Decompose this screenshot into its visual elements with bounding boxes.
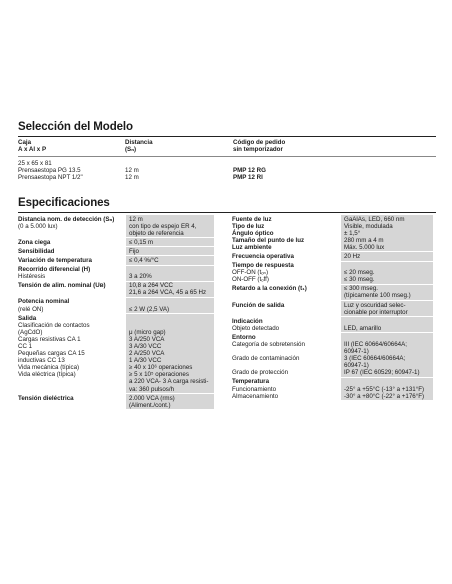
spec-left-column (18, 215, 214, 410)
list-item: 25 x 65 x 81 (18, 160, 52, 167)
spec-value-line: con tipo de espejo ER 4, (129, 222, 197, 230)
spec-label (232, 252, 341, 260)
spec-label-line: Almacenamiento (232, 392, 279, 400)
spec-label (18, 298, 126, 313)
spec-label-line (18, 289, 124, 296)
spec-value (126, 238, 214, 246)
spec-label-line: Objeto detectado (232, 324, 280, 332)
spec-value-line: ≤ 0,15 m (129, 238, 154, 246)
spec-value-line: 20 Hz (344, 252, 361, 260)
spec-label-line: (0 a 5.000 lux) (18, 222, 58, 230)
spec-label-line: Sensibilidad (18, 247, 55, 255)
spec-row (232, 317, 433, 333)
spec-value-line: ≤ 0,4 %/°C (129, 256, 159, 264)
spec-value (126, 298, 214, 313)
list-item: Prensaestopa PG 13.5 (18, 167, 81, 175)
spec-row (232, 301, 433, 317)
spec-value-line: Fijo (129, 247, 139, 255)
spec-value-line: 3 (IEC 60664/60664A; (344, 355, 406, 363)
spec-label-line: (relé ON) (18, 305, 44, 313)
spec-label (18, 314, 126, 393)
spec-label-line (232, 362, 339, 369)
spec-value (126, 314, 214, 393)
spec-value-line: (Aliment./cont.) (129, 401, 171, 409)
spec-value (341, 262, 433, 284)
spec-value-line: 280 mm a 4 m (344, 236, 384, 244)
spec-label-line: Grado de protección (232, 369, 289, 377)
spec-value-line: ≤ 20 mseg. (344, 269, 375, 277)
spec-value-line: (típicamente 100 mseg.) (344, 292, 411, 300)
spec-row (232, 252, 433, 261)
header-distancia: Distancia (Sₙ) (125, 139, 153, 154)
spec-value-line: 3 a 20% (129, 273, 152, 281)
spec-value-line (129, 266, 211, 273)
spec-label (18, 266, 126, 281)
spec-label-line: Indicación (232, 317, 263, 325)
spec-label (232, 378, 341, 400)
spec-value-line: 21,6 a 264 VCA, 45 a 65 Hz (129, 289, 207, 297)
spec-row (18, 394, 214, 410)
list-item: 12 m (125, 167, 139, 175)
spec-label-line: Fuente de luz (232, 215, 272, 223)
spec-value-line: ≥ 5 x 10⁵ operaciones (129, 371, 189, 379)
spec-value-line: 12 m (129, 215, 143, 223)
spec-value-line: 2.000 VCA (rms) (129, 394, 175, 402)
spec-label-line: Recorrido diferencial (H) (18, 266, 91, 274)
spec-value-line: LED, amarillo (344, 324, 382, 332)
spec-value (126, 394, 214, 409)
spec-value-line: 60947-1) (344, 348, 369, 356)
spec-row (232, 285, 433, 301)
spec-value (341, 378, 433, 400)
spec-value-line: 2 A/250 VCA (129, 350, 165, 358)
spec-value-line: III (IEC 60664/60664A; (344, 341, 407, 348)
spec-label-line: Variación de temperatura (18, 256, 92, 264)
seleccion-dist-col (125, 160, 139, 181)
spec-label-line: Vida mecánica (típica) (18, 364, 80, 372)
spec-value-line: 10,8 a 264 VCC (129, 282, 174, 290)
spec-row (18, 247, 214, 256)
spec-label-line: Ángulo óptico (232, 229, 274, 237)
spec-value-line: GaAlAs, LED, 660 nm (344, 215, 405, 223)
spec-label (18, 282, 126, 297)
spec-row (18, 282, 214, 298)
spec-value-line: ± 1,5° (344, 229, 361, 237)
spec-value (126, 247, 214, 255)
spec-label (18, 256, 126, 264)
spec-value-line: ≥ 40 x 10⁶ operaciones (129, 364, 193, 372)
spec-label-line: Potencia nominal (18, 298, 70, 306)
spec-row (232, 215, 433, 252)
spec-label (232, 301, 341, 316)
list-item: Prensaestopa NPT 1/2" (18, 174, 83, 182)
spec-value-line: a 220 VCA- 3 A carga resisti- (129, 378, 209, 386)
spec-label-line: Tipo de luz (232, 222, 265, 230)
spec-value-line: ≤ 300 mseg. (344, 285, 379, 293)
spec-label-line: Función de salida (232, 301, 285, 309)
spec-value-line: Visible, modulada (344, 222, 393, 230)
spec-value-line: IP 67 (IEC 60529; 60947-1) (344, 369, 420, 377)
spec-label-line: ON-OFF (tₒff) (232, 276, 269, 284)
spec-label-line (232, 348, 339, 355)
spec-value-line: -25° a +55°C (-13° a +131°F) (344, 385, 425, 393)
spec-label-line (18, 378, 124, 385)
spec-label-line (232, 309, 339, 316)
spec-value-line (129, 315, 211, 322)
spec-label-line: Clasificación de contactos (18, 321, 90, 329)
spec-label-line (18, 402, 124, 409)
spec-label-line (18, 386, 124, 393)
spec-value (341, 252, 433, 260)
spec-value-line (344, 378, 430, 385)
seleccion-header-rule (18, 156, 436, 157)
spec-value-line: cionable por interruptor (344, 308, 408, 316)
spec-value (341, 333, 433, 377)
spec-label-line: Salida (18, 314, 37, 322)
spec-label-line: Pequeñas cargas CA 15 (18, 350, 85, 358)
spec-value-line: Luz y oscuridad selec- (344, 301, 406, 309)
spec-value-line (344, 262, 430, 269)
especificaciones-title: Especificaciones (18, 197, 110, 209)
spec-row (232, 378, 433, 401)
spec-value-line: objeto de referencia (129, 229, 184, 237)
spec-label (232, 215, 341, 251)
list-item: 12 m (125, 174, 139, 182)
spec-row (18, 238, 214, 247)
spec-value-line: 1 A/30 VCC (129, 357, 162, 365)
spec-value (341, 285, 433, 300)
spec-label-line: Vida eléctrica (típica) (18, 371, 76, 379)
spec-value (126, 282, 214, 297)
spec-row (232, 333, 433, 378)
spec-label (18, 247, 126, 255)
spec-value (341, 301, 433, 316)
spec-value-line (129, 322, 211, 329)
seleccion-title: Selección del Modelo (18, 121, 133, 133)
spec-label (232, 333, 341, 377)
spec-label-line: Categoría de sobretensión (232, 341, 305, 348)
spec-value-line: μ (micro gap) (129, 328, 166, 336)
spec-label-line: Tensión dieléctrica (18, 394, 74, 402)
spec-label-line: Luz ambiente (232, 243, 272, 251)
spec-label-line: inductivas CC 13 (18, 357, 65, 365)
spec-value-line (344, 334, 430, 341)
spec-value-line (344, 318, 430, 325)
spec-label-line: Frecuencia operativa (232, 252, 294, 260)
spec-label-line: Cargas resistivas CA 1 (18, 335, 81, 343)
especificaciones-rule (18, 212, 436, 213)
list-item: PMP 12 RG (233, 167, 266, 175)
spec-row (18, 215, 214, 238)
spec-value (341, 215, 433, 251)
spec-value-line: -30° a +80°C (-22° a +176°F) (344, 392, 425, 400)
spec-label-line (232, 292, 339, 299)
seleccion-caja-col (18, 160, 83, 181)
spec-label-line: Temperatura (232, 378, 270, 386)
spec-label-line: Zona ciega (18, 238, 51, 246)
spec-label-line: Histéresis (18, 273, 46, 281)
spec-label-line: OFF-ON (tₒₙ) (232, 269, 269, 277)
spec-value (126, 266, 214, 281)
spec-row (18, 298, 214, 314)
spec-value-line: 60947-1) (344, 362, 369, 370)
spec-label-line: Retardo a la conexión (t₁) (232, 285, 307, 293)
spec-value (126, 256, 214, 264)
spec-value-line: 3 A/250 VCA (129, 335, 165, 343)
spec-label-line: Tensión de alim. nominal (Uв) (18, 282, 106, 290)
header-codigo: Código de pedido sin temporizador (233, 139, 286, 154)
spec-value (341, 317, 433, 332)
seleccion-rule (18, 136, 436, 137)
spec-value-line: ≤ 30 mseg. (344, 276, 375, 284)
spec-value-line: Máx. 5.000 lux (344, 243, 385, 251)
spec-label (232, 285, 341, 300)
spec-value-line: ≤ 2 W (2,5 VA) (129, 305, 170, 313)
spec-label-line: (AgCdO) (18, 328, 43, 336)
spec-label-line: Entorno (232, 333, 256, 341)
spec-label (18, 394, 126, 409)
spec-value (126, 215, 214, 237)
spec-label (232, 262, 341, 284)
spec-row (18, 256, 214, 265)
seleccion-cod-col (233, 160, 266, 181)
spec-label-line: CC 1 (18, 343, 33, 350)
list-item (233, 160, 266, 167)
spec-row (18, 266, 214, 282)
spec-label-line: Grado de contaminación (232, 355, 300, 363)
spec-label-line (18, 230, 124, 237)
spec-value-line: 3 A/30 VCC (129, 343, 162, 350)
spec-row (18, 314, 214, 394)
spec-label-line: Funcionamiento (232, 385, 277, 393)
spec-label (18, 238, 126, 246)
spec-label (18, 215, 126, 237)
spec-label-line: Tamaño del punto de luz (232, 236, 305, 244)
spec-label-line: Tiempo de respuesta (232, 262, 294, 270)
list-item (125, 160, 139, 167)
spec-value-line: va: 360 pulsos/h (129, 385, 175, 393)
header-caja: Caja A x Al x P (18, 139, 47, 154)
spec-value-line (129, 298, 211, 305)
spec-right-column (232, 215, 433, 401)
spec-row (232, 262, 433, 285)
spec-label (232, 317, 341, 332)
spec-label-line: Distancia nom. de detección (Sₙ) (18, 215, 115, 223)
list-item: PMP 12 RI (233, 174, 263, 182)
